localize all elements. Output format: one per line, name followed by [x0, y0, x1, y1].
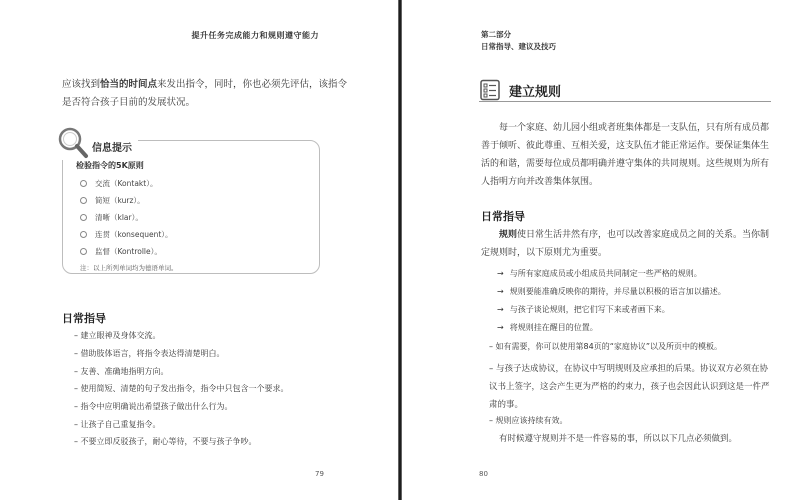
closing-line: 有时候遵守规则并不是一件容易的事，所以以下几点必须做到。	[499, 434, 738, 444]
intro-paragraph: 每一个家庭、幼儿园小组或者班集体都是一支队伍，只有所有成员都善于倾听、彼此尊重、互相关爱，这支队伍才能正常运作。要保证集体生活的和谐，需要每位成员都明确并遵守集体的共同规则。这些规则为所有人指明方向并改善集体氛围。	[481, 123, 770, 187]
arrow-right-icon: →	[497, 268, 504, 278]
list-item	[497, 300, 726, 318]
rules-text: 使日常生活井然有序，也可以改善家庭成员之间的关系。当你制定规则时，以下原则尤为重要。	[481, 230, 770, 258]
left-page	[0, 0, 399, 500]
chapter-title: 建立规则	[509, 84, 562, 100]
lead-text-end: 来发出指令，同时，你也必须先评估，该指令是否符合孩子目前的发展状况。	[62, 79, 348, 108]
info-box-note: 注：以上所列单词均为德语单词。	[80, 264, 178, 272]
lead-emphasis: 恰当的时间点	[100, 79, 158, 90]
section-title: 日常指导	[62, 312, 106, 325]
lead-paragraph	[62, 76, 352, 112]
list-item	[497, 264, 726, 282]
bullet-icon	[80, 248, 87, 255]
bullet-icon	[80, 214, 87, 221]
list-item-text: 清晰（klar）。	[95, 213, 143, 222]
page-number: 80	[479, 470, 488, 478]
page-number: 79	[315, 470, 324, 478]
info-box-subtitle: 检验指令的5K原则	[76, 161, 144, 170]
rules-list	[497, 264, 726, 336]
list-item-text: 规则要能准确反映你的期待，并尽量以积极的语言加以描述。	[509, 286, 726, 296]
running-head: 提升任务完成能力和规则遵守能力	[191, 31, 319, 40]
section-title: 日常指导	[481, 210, 525, 223]
list-item	[80, 226, 173, 243]
lead-text-start: 应该找到	[62, 79, 101, 90]
right-page	[401, 0, 800, 500]
part-label	[481, 29, 556, 53]
bullet-icon	[80, 197, 87, 204]
list-item	[497, 318, 726, 336]
chapter-title-bar	[479, 79, 771, 102]
magnifier-icon	[56, 126, 90, 160]
arrow-right-icon: →	[497, 322, 504, 332]
bullet-icon	[80, 180, 87, 187]
list-item: – 建立眼神及身体交流。	[74, 331, 161, 341]
part-subtitle: 日常指导、建议及技巧	[481, 42, 556, 51]
list-item-text: 连贯（konsequent）。	[95, 230, 173, 239]
list-item: – 友善、准确地指明方向。	[74, 366, 169, 376]
agreement-paragraph: – 与孩子达成协议，在协议中写明规则及应承担的后果。协议双方必须在协议书上签字，这会产生更为严格的约束力，孩子也会因此认识到这是一件严肃的事。	[489, 364, 770, 410]
list-item-text: 简短（kurz）。	[95, 196, 145, 205]
info-box-header	[56, 126, 138, 160]
list-item	[80, 209, 173, 226]
guidance-list	[74, 327, 289, 451]
arrow-right-icon: →	[497, 286, 504, 296]
list-item: – 不要立即反驳孩子，耐心等待，不要与孩子争吵。	[74, 437, 257, 447]
list-item	[80, 192, 173, 209]
list-item	[80, 243, 173, 260]
rules-emphasis: 规则	[499, 230, 518, 240]
protocol-line: – 如有需要，你可以使用第84页的“家庭协议”以及所页中的模板。	[489, 342, 723, 351]
list-item: – 借助肢体语言，将指令表达得清楚明白。	[74, 349, 225, 359]
consistency-line: – 规则应该持续有效。	[489, 416, 568, 425]
list-item-text: 与所有家庭成员或小组成员共同制定一些严格的规则。	[509, 268, 702, 278]
info-box-title: 信息提示	[92, 142, 132, 154]
part-title: 第二部分	[481, 30, 511, 39]
list-item: – 让孩子自己重复指令。	[74, 419, 161, 429]
list-item: – 使用简短、清楚的句子发出指令，指令中只包含一个要求。	[74, 384, 289, 394]
list-item: – 指令中应明确说出希望孩子做出什么行为。	[74, 402, 233, 412]
arrow-right-icon: →	[497, 304, 504, 314]
checklist-icon	[479, 79, 501, 101]
list-item-text: 监督（Kontrolle）。	[95, 247, 162, 256]
info-box-list	[80, 175, 173, 260]
bullet-icon	[80, 231, 87, 238]
rules-paragraph	[481, 226, 771, 262]
list-item-text: 交流（Kontakt）。	[95, 179, 158, 188]
list-item	[497, 282, 726, 300]
list-item-text: 与孩子谈论规则，把它们写下来或者画下来。	[509, 304, 670, 314]
list-item	[80, 175, 173, 192]
list-item-text: 将规则挂在醒目的位置。	[509, 322, 598, 332]
